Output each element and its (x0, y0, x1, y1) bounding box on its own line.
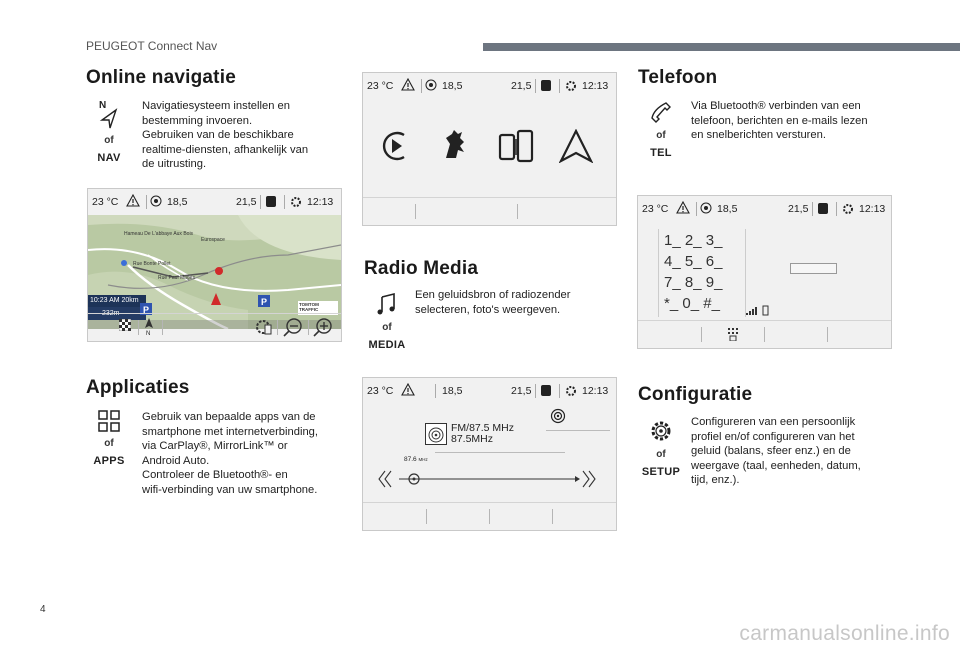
media-code: MEDIA (368, 339, 406, 351)
status-bar: 23 °C 18,5 21,5 12:13 (638, 196, 891, 222)
antenna-icon (150, 195, 162, 210)
phone-battery-icon (265, 195, 277, 211)
nav-bottom-bar (88, 313, 341, 341)
map-label: Rue Bonte Pollet (133, 261, 171, 267)
phone-battery-icon (540, 384, 552, 400)
svg-text:P: P (143, 305, 150, 315)
phone-bottom-bar (638, 320, 891, 348)
svg-text:N: N (99, 100, 107, 111)
media-icon-block: of MEDIA (364, 291, 410, 351)
north-label: N (146, 331, 151, 337)
radio-description: Een geluidsbron of radiozender selecteren, foto's weergeven. (415, 289, 571, 316)
radio-screen (362, 377, 617, 531)
apps-bottom-bar (363, 197, 616, 225)
phone-icon-block: of TEL (638, 101, 684, 159)
section-title-radio-media: Radio Media (364, 258, 479, 279)
phone-description: Via Bluetooth® verbinden van een telefoon, berichten en e-mails lezen en snelberichten versturen. (691, 100, 868, 142)
watermark: carmanualsonline.info (739, 622, 950, 645)
apps-icon-block: of APPS (86, 409, 132, 467)
warning-icon (126, 194, 140, 210)
apps-screen (362, 72, 617, 226)
android-auto-icon[interactable] (559, 129, 593, 163)
apps-description: Gebruik van bepaalde apps van de smartphone met internetverbinding, via CarPlay®, MirrorLink™ or Android Auto. Controleer de Bluetooth®- en wifi-verbinding van uw smartphone. (142, 411, 318, 496)
settings-gear-icon (289, 195, 303, 212)
nav-arrow-icon (96, 98, 122, 130)
map-label: Rue Paul Magès (158, 275, 195, 281)
settings-gear-icon (564, 384, 578, 401)
carplay-icon[interactable] (380, 129, 410, 163)
section-title-apps: Applicaties (86, 377, 190, 398)
nav-icon-block (86, 98, 132, 164)
compass-north-icon[interactable] (144, 318, 154, 332)
running-header: PEUGEOT Connect Nav (86, 39, 218, 53)
phone-battery-icon (817, 202, 829, 218)
nav-code: NAV (97, 152, 121, 164)
of-label: of (104, 135, 114, 146)
map-label: Hameau De L'abbaye Aux Bois (124, 231, 194, 237)
tuning-slider[interactable] (377, 468, 603, 490)
radio-bottom-bar (363, 502, 616, 530)
svg-text:P: P (261, 297, 268, 307)
music-note-icon (377, 291, 397, 317)
map-label: Eurospace (201, 237, 225, 243)
settings-gear-icon (841, 202, 855, 219)
signal-battery-icon (746, 304, 770, 316)
mirrorlink-icon[interactable] (498, 129, 534, 163)
peugeot-lion-icon[interactable] (440, 128, 470, 162)
apps-grid-icon (97, 409, 121, 433)
phone-battery-icon (540, 79, 552, 95)
status-bar: 23 °C 18,5 21,5 12:13 (88, 189, 341, 215)
online-nav-description: Navigatiesysteem instellen en bestemming invoeren. Gebruiken van de beschikbare realtime-diensten, afhankelijk van de uitrusting. (142, 100, 309, 171)
phone-screen (637, 195, 892, 349)
frequency-readout: 87.6 MHz (404, 456, 428, 463)
section-title-phone: Telefoon (638, 67, 718, 88)
page-number: 4 (40, 604, 46, 615)
setup-code: SETUP (641, 466, 681, 478)
antenna-icon (425, 79, 437, 94)
tel-code: TEL (650, 147, 672, 159)
distance-readout: 232m (102, 310, 120, 317)
eta-readout: 10:23 AM 20km (90, 297, 139, 304)
warning-icon (401, 78, 415, 94)
setup-icon-block: of SETUP (638, 418, 684, 478)
settings-gear-icon (564, 79, 578, 96)
station-logo-icon (425, 423, 447, 445)
section-title-online-nav: Online navigatie (86, 67, 236, 88)
zoom-in-icon[interactable] (312, 317, 334, 337)
phone-handset-icon (650, 101, 672, 125)
gear-icon (648, 418, 674, 444)
antenna-icon (700, 202, 712, 217)
nav-screen (87, 188, 342, 342)
status-bar: 23 °C 18,5 21,5 12:13 (363, 73, 616, 99)
section-title-config: Configuratie (638, 384, 753, 405)
header-bar (483, 43, 960, 51)
warning-icon (401, 383, 415, 399)
dial-keypad[interactable]: 1_ 2_ 3_ 4_ 5_ 6_ 7_ 8_ 9_ *_ 0_ #_ (664, 232, 723, 312)
checkered-flag-icon[interactable] (119, 319, 131, 331)
apps-code: APPS (93, 455, 125, 467)
traffic-logo: TOMTOM TRAFFIC (299, 302, 319, 312)
config-description: Configureren van een persoonlijk profiel en/of configureren van het geluid (balans, sfeer enz.) en de weergave (taal, eenheden, datum, tijd, enz.). (691, 416, 861, 487)
map-settings-icon[interactable] (254, 318, 272, 336)
number-display[interactable] (790, 263, 837, 274)
status-bar: 23 °C 18,5 21,5 12:13 (363, 378, 616, 404)
warning-icon (676, 201, 690, 217)
radio-antenna-icon[interactable] (550, 408, 566, 424)
zoom-out-icon[interactable] (282, 317, 304, 337)
station-info: FM/87.5 MHz 87.5MHz (451, 422, 515, 445)
keypad-icon[interactable] (728, 328, 738, 341)
navigation-map[interactable] (88, 215, 341, 329)
